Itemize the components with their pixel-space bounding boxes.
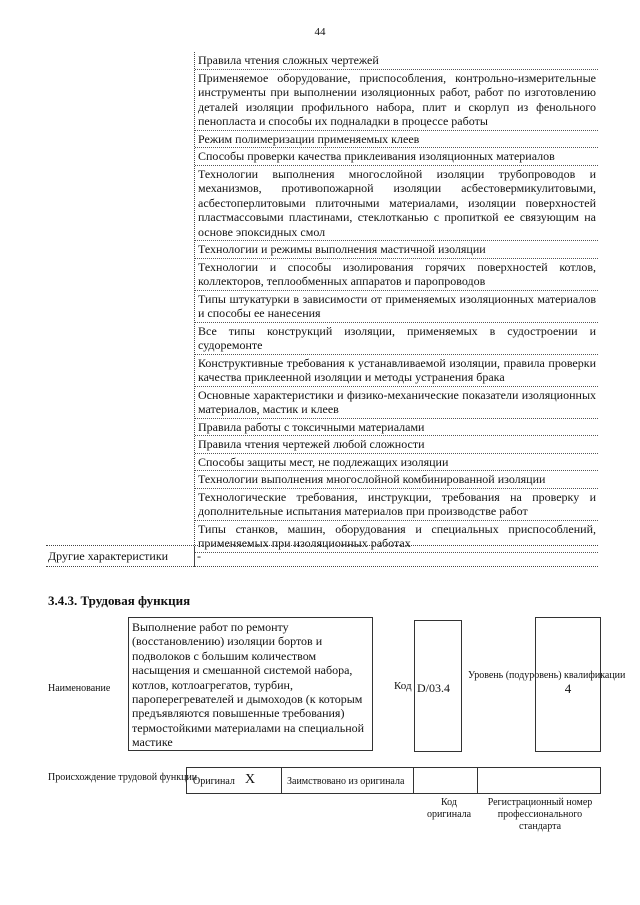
knowledge-item: Правила чтения чертежей любой сложности [195, 436, 598, 454]
original-code-cell [413, 768, 478, 793]
knowledge-item: Основные характеристики и физико-механические показатели изоляционных материалов, мастик и клеев [195, 387, 598, 419]
level-box [535, 617, 601, 752]
knowledge-item: Конструктивные требования к устанавливаемой изоляции, правила проверки качества приклеенной изоляции и методы устранения брака [195, 355, 598, 387]
borrowed-cell [281, 768, 414, 793]
column-divider [194, 546, 195, 566]
knowledge-item: Технологии выполнения многослойной изоляции трубопроводов и механизмов, противопожарной изоляции асбестовермикулитовыми, асбестоперлитовыми плиточными материалами, изоляции поверхностей пластмассовыми пластинами, стеклотканью с пропиткой ее связующим на основе эпоксидных смол [195, 166, 598, 242]
registration-number-caption: Регистрационный номер профессионального стандарта [487, 797, 593, 832]
other-characteristics-label: Другие характеристики [48, 549, 169, 563]
origin-label: Происхождение трудовой функции [48, 772, 198, 783]
knowledge-item: Способы защиты мест, не подлежащих изоляции [195, 454, 598, 472]
knowledge-item: Типы штукатурки в зависимости от применяемых изоляционных материалов и способы ее нанесения [195, 291, 598, 323]
knowledge-item: Технологии выполнения многослойной комбинированной изоляции [195, 471, 598, 489]
knowledge-item: Технологии и способы изолирования горячих поверхностей котлов, коллекторов, теплообменных аппаратов и паропроводов [195, 259, 598, 291]
original-mark: X [245, 772, 256, 787]
other-characteristics-value: - [197, 549, 201, 563]
original-label: Оригинал [193, 776, 235, 787]
knowledge-item: Применяемое оборудование, приспособления, контрольно-измерительные инструменты при выполнении изоляционных работ, работ по изготовлению деталей изоляции профильного набора, плит и скорлуп из фенольного пенопласта и способы их подналадки в процессе работы [195, 70, 598, 131]
code-value: D/03.4 [417, 681, 450, 695]
original-code-caption: Код оригинала [426, 797, 472, 820]
original-cell [187, 768, 282, 793]
knowledge-list [195, 52, 598, 553]
knowledge-item: Правила работы с токсичными материалами [195, 419, 598, 437]
knowledge-item: Правила чтения сложных чертежей [195, 52, 598, 70]
code-box [414, 620, 462, 752]
knowledge-item: Все типы конструкций изоляции, применяемых в судостроении и судоремонте [195, 323, 598, 355]
name-label: Наименование [48, 683, 111, 694]
other-characteristics-row [46, 545, 598, 567]
registration-number-cell [477, 768, 600, 793]
knowledge-item: Типы станков, машин, оборудования и специальных приспособлений, применяемых при изоляционных работах [195, 521, 598, 553]
knowledge-label-column [46, 52, 195, 567]
function-name-box: Выполнение работ по ремонту (восстановлению) изоляции бортов и подволоков с большим количеством насыщения и смешанной системой набора, котлов, котлоагрегатов, турбин, пароперегревателей и дымоходов (к которым предъявляются повышенные требования) термостойкими материалами на специальной мастике [128, 617, 373, 751]
knowledge-item: Режим полимеризации применяемых клеев [195, 131, 598, 149]
borrowed-label: Заимствовано из оригинала [287, 776, 405, 787]
knowledge-item: Технологии и режимы выполнения мастичной изоляции [195, 241, 598, 259]
origin-table [186, 767, 601, 794]
page-number: 44 [314, 26, 326, 38]
knowledge-item: Способы проверки качества приклеивания изоляционных материалов [195, 148, 598, 166]
level-value: 4 [564, 681, 572, 696]
code-label: Код [394, 680, 412, 692]
knowledge-item: Технологические требования, инструкции, требования на проверку и дополнительные испытания материалов при производстве работ [195, 489, 598, 521]
section-title: 3.4.3. Трудовая функция [48, 593, 191, 608]
level-label: Уровень (подуровень) квалификации [468, 670, 626, 681]
